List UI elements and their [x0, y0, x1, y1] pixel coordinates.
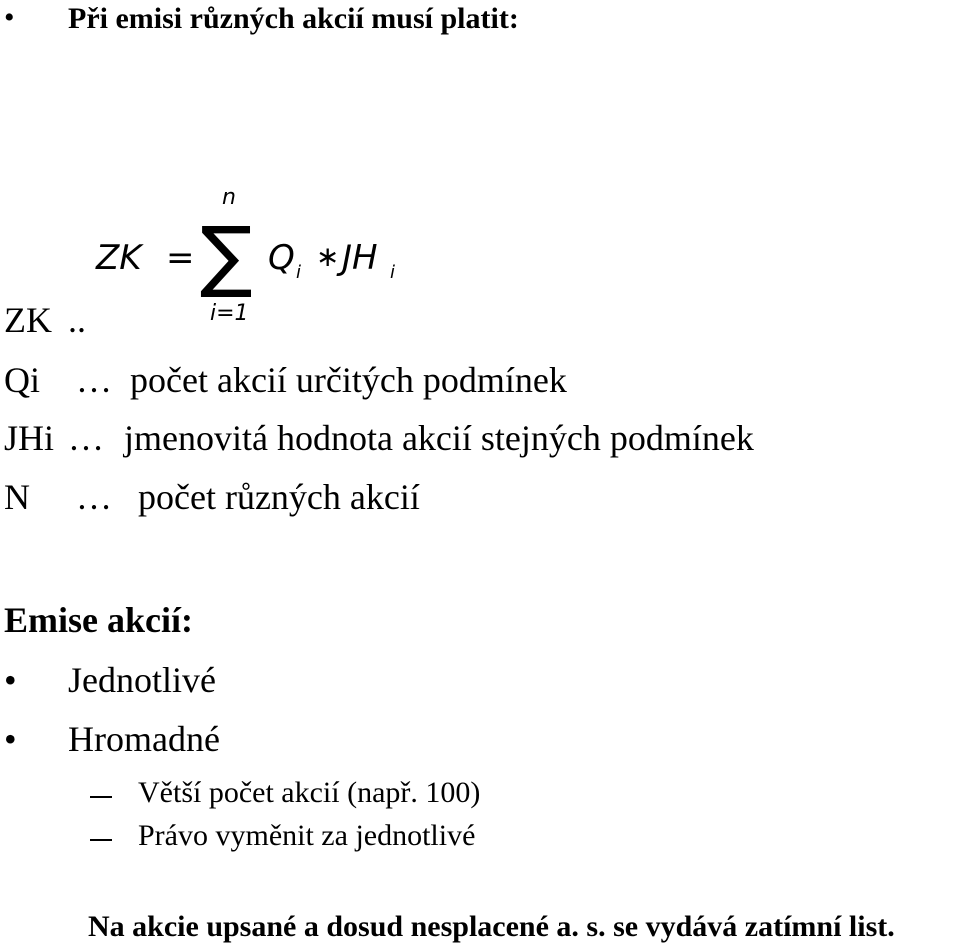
def-jhi-description: jmenovitá hodnota akcií stejných podmínek: [124, 418, 754, 458]
subitem-larger-count: Větší počet akcií (např. 100): [138, 776, 481, 809]
sum-symbol: ∑: [200, 211, 253, 301]
formula-term-jh-sub: i: [390, 262, 396, 283]
formula-lower-limit: i=1: [210, 301, 249, 326]
subitem-dash: [90, 839, 112, 841]
def-jhi-separator: …: [68, 418, 104, 458]
def-qi-symbol: Qi: [4, 360, 40, 400]
formula-term-jh: JH: [342, 238, 378, 278]
page-title: Při emisi různých akcií musí platit:: [68, 2, 519, 35]
heading-bullet: •: [4, 1, 15, 34]
formula-equals: =: [166, 238, 195, 278]
formula-term-q-sub: i: [296, 262, 302, 283]
formula-lhs: ZK: [96, 238, 142, 278]
def-n-description: počet různých akcií: [138, 477, 420, 517]
emission-item-bulk: Hromadné: [68, 719, 220, 759]
def-zk-separator: ..: [68, 300, 86, 340]
subitem-exchange-right: Právo vyměnit za jednotlivé: [138, 819, 476, 852]
emission-item-bullet: •: [4, 719, 17, 759]
def-n-symbol: N: [4, 477, 30, 517]
formula: [92, 178, 412, 328]
formula-times: ∗: [316, 240, 340, 273]
def-zk-symbol: ZK: [4, 300, 52, 340]
subitem-dash: [90, 796, 112, 798]
formula-upper-limit: n: [222, 185, 236, 210]
formula-term-q: Q: [268, 238, 295, 278]
def-qi-separator: …: [76, 360, 112, 400]
def-jhi-symbol: JHi: [4, 418, 55, 458]
def-n-separator: …: [76, 477, 112, 517]
emission-item-individual: Jednotlivé: [68, 660, 216, 700]
emission-title: Emise akcií:: [4, 600, 193, 640]
emission-item-bullet: •: [4, 660, 17, 700]
def-qi-description: počet akcií určitých podmínek: [130, 360, 567, 400]
footer-note: Na akcie upsané a dosud nesplacené a. s. se vydává zatímní list.: [88, 910, 895, 943]
